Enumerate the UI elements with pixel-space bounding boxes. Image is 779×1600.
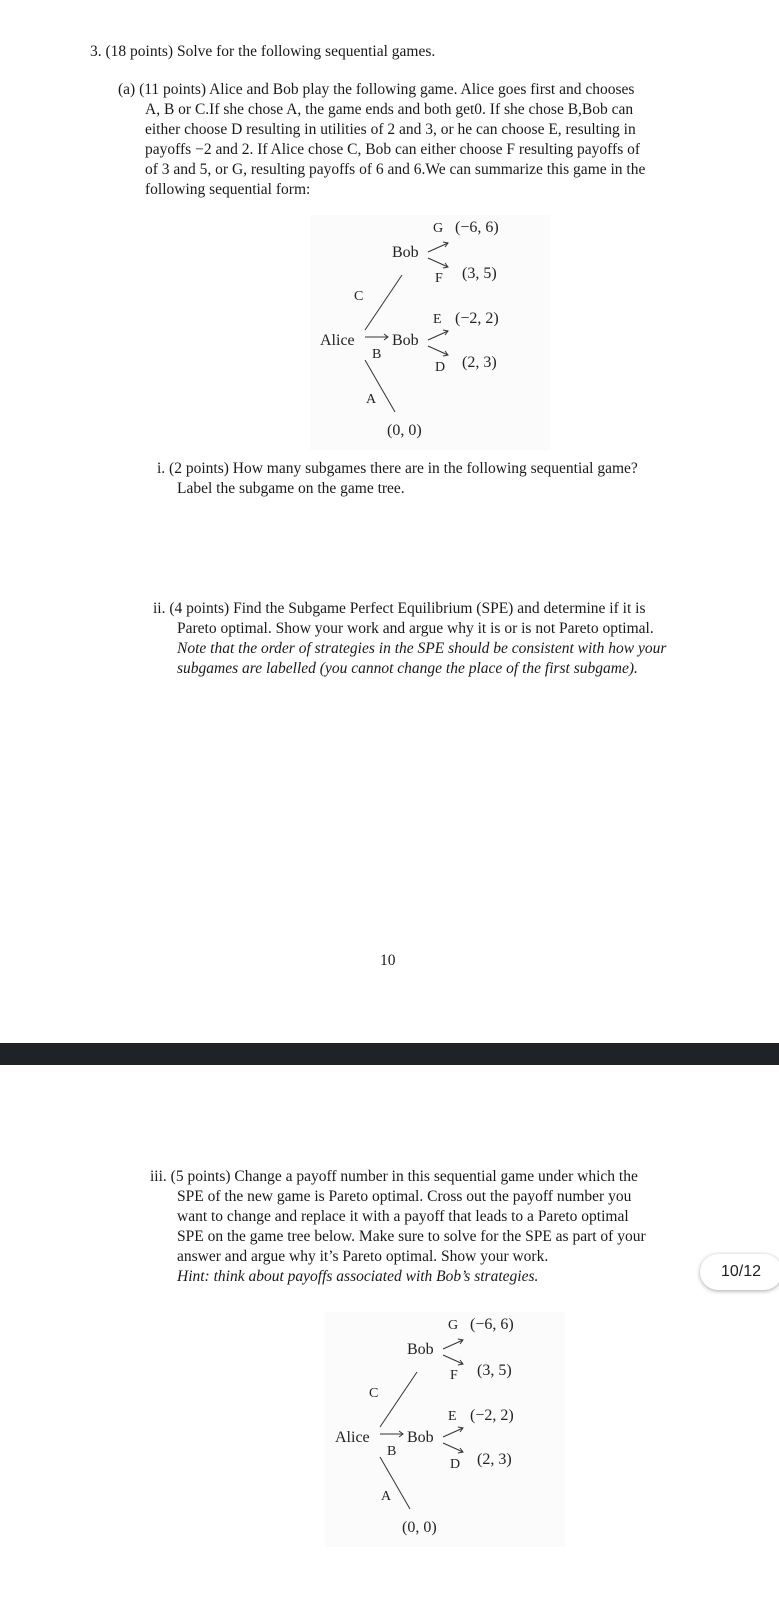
node-bob-top: Bob — [407, 1341, 434, 1358]
page-divider — [0, 1043, 779, 1065]
payoff-d: (2, 3) — [462, 354, 497, 371]
label-g: G — [448, 1318, 459, 1333]
sub-ii-line-3: Note that the order of strategies in the SPE should be consistent with how your — [177, 640, 667, 657]
part-a-line-4: payoffs −2 and 2. If Alice chose C, Bob can either choose F resulting payoffs of — [145, 141, 641, 158]
sub-iii-line-4: SPE on the game tree below. Make sure to solve for the SPE as part of your — [177, 1228, 646, 1245]
label-d: D — [435, 360, 446, 375]
payoff-d: (2, 3) — [477, 1451, 512, 1468]
part-a-line-3: either choose D resulting in utilities of 2 and 3, or he can choose E, resulting in — [145, 121, 636, 138]
label-d: D — [450, 1457, 461, 1472]
node-alice: Alice — [320, 332, 355, 349]
label-e: E — [448, 1409, 457, 1424]
label-a: A — [366, 392, 377, 407]
label-a: A — [381, 1489, 392, 1504]
sub-i-line-1: i. (2 points) How many subgames there are in the following sequential game? — [157, 460, 638, 477]
sub-iii-line-3: want to change and replace it with a payoff that leads to a Pareto optimal — [177, 1208, 629, 1225]
payoff-g: (−6, 6) — [455, 219, 499, 236]
game-tree-2 — [325, 1312, 565, 1547]
sub-iii-line-2: SPE of the new game is Pareto optimal. Cross out the payoff number you — [177, 1188, 632, 1205]
payoff-f: (3, 5) — [477, 1362, 512, 1379]
question-header: 3. (18 points) Solve for the following sequential games. — [90, 43, 436, 60]
sub-ii-line-4: subgames are labelled (you cannot change the place of the first subgame). — [177, 660, 638, 677]
game-tree-1 — [310, 215, 550, 450]
page-number: 10 — [380, 952, 396, 969]
node-bob-top: Bob — [392, 244, 419, 261]
payoff-a: (0, 0) — [387, 422, 422, 439]
payoff-f: (3, 5) — [462, 265, 497, 282]
sub-iii-hint: Hint: think about payoffs associated with Bob’s strategies. — [177, 1268, 539, 1285]
label-c: C — [354, 289, 364, 304]
sub-iii-line-5: answer and argue why it’s Pareto optimal. Show your work. — [177, 1248, 549, 1265]
part-a-line-2: A, B or C.If she chose A, the game ends and both get0. If she chose B,Bob can — [145, 101, 634, 118]
node-alice: Alice — [335, 1429, 370, 1446]
part-a-line-1: (a) (11 points) Alice and Bob play the following game. Alice goes first and chooses — [118, 81, 635, 98]
payoff-e: (−2, 2) — [470, 1407, 514, 1424]
label-f: F — [450, 1368, 458, 1383]
sub-ii-line-2: Pareto optimal. Show your work and argue why it is or is not Pareto optimal. — [177, 620, 654, 637]
part-a-line-5: of 3 and 5, or G, resulting payoffs of 6 and 6.We can summarize this game in the — [145, 161, 646, 178]
payoff-e: (−2, 2) — [455, 310, 499, 327]
node-bob-mid: Bob — [392, 332, 419, 349]
part-a-line-6: following sequential form: — [145, 181, 311, 198]
page-indicator: 10/12 — [700, 1254, 779, 1290]
label-f: F — [435, 271, 443, 286]
label-c: C — [369, 1386, 379, 1401]
label-e: E — [433, 312, 442, 327]
payoff-a: (0, 0) — [402, 1519, 437, 1536]
label-g: G — [433, 221, 444, 236]
sub-ii-line-1: ii. (4 points) Find the Subgame Perfect Equilibrium (SPE) and determine if it is — [153, 600, 646, 617]
label-b: B — [372, 347, 382, 362]
sub-i-line-2: Label the subgame on the game tree. — [177, 480, 405, 497]
payoff-g: (−6, 6) — [470, 1316, 514, 1333]
node-bob-mid: Bob — [407, 1429, 434, 1446]
label-b: B — [387, 1444, 397, 1459]
sub-iii-line-1: iii. (5 points) Change a payoff number in this sequential game under which the — [150, 1168, 638, 1185]
